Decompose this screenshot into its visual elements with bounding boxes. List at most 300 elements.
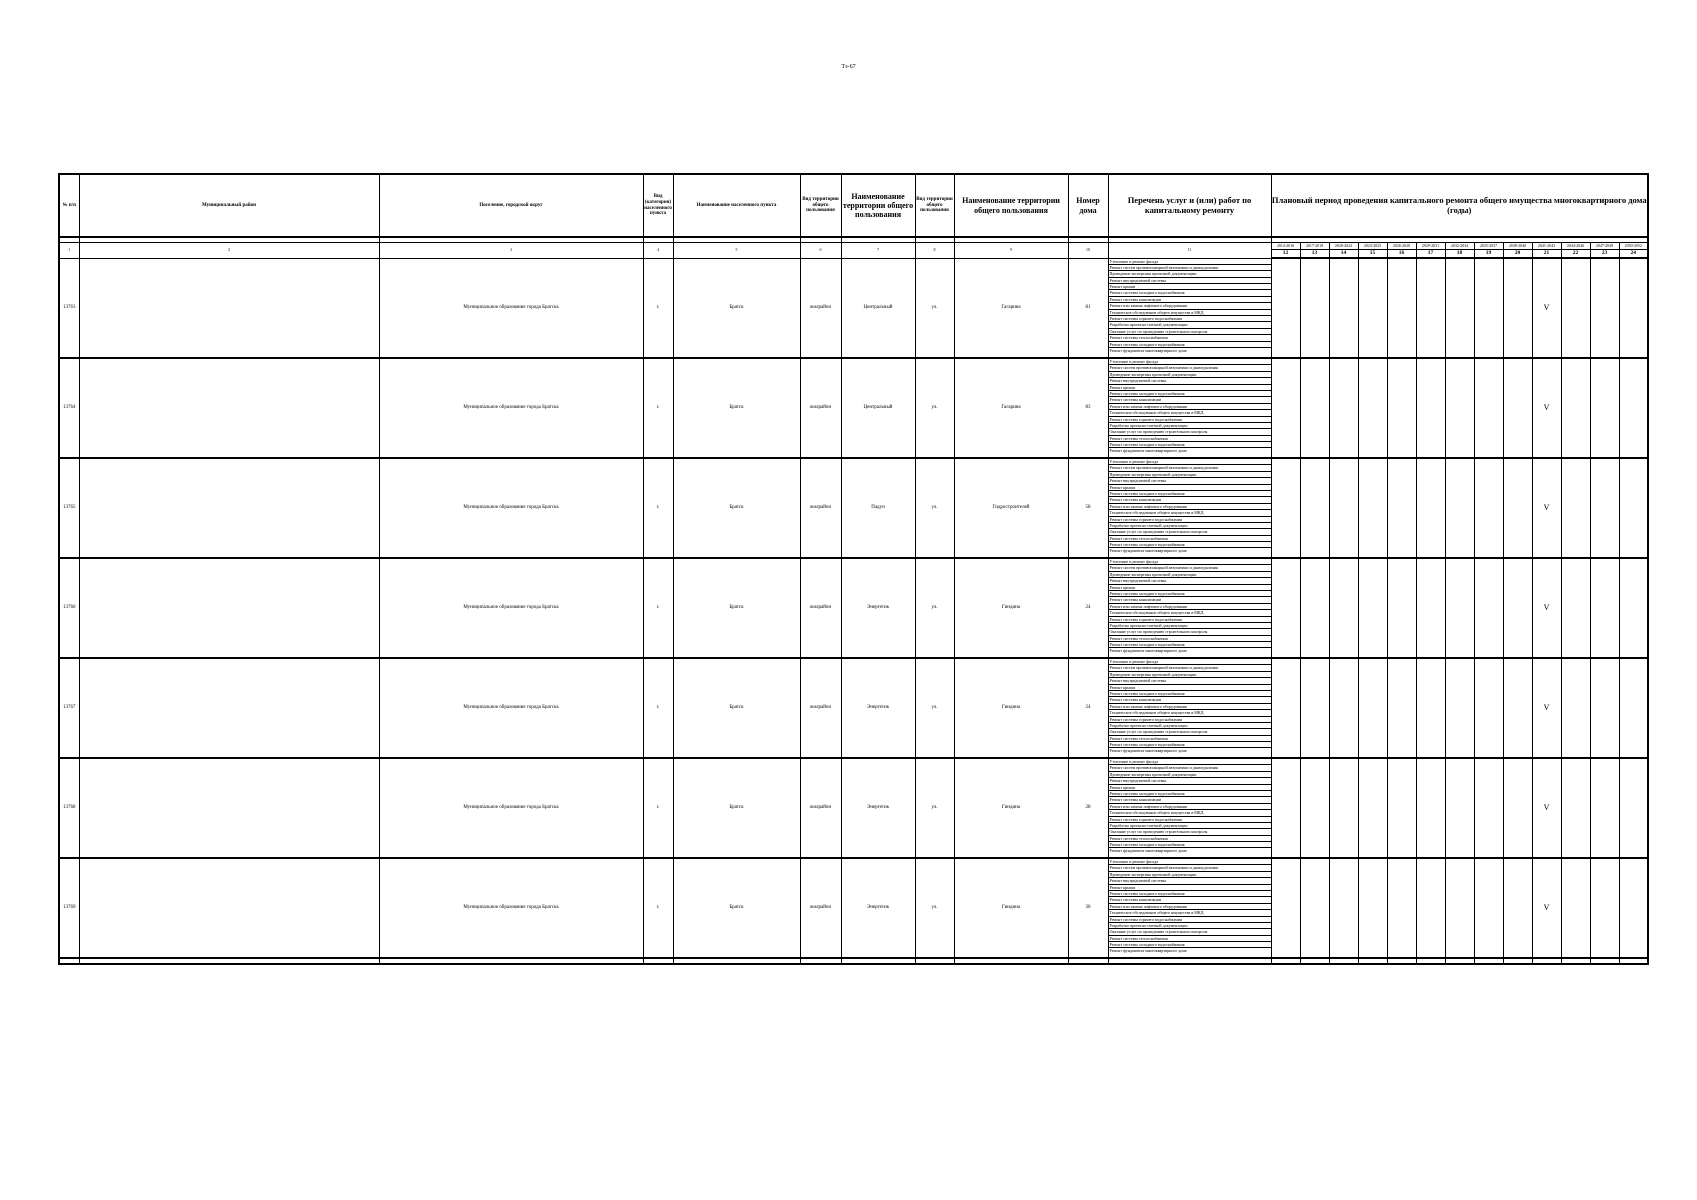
work-item: Ремонт системы холодного водоснабжения — [1109, 942, 1271, 948]
period-cell — [1358, 658, 1387, 758]
cell-territory-type: жилрайон — [800, 558, 841, 658]
work-item: Оказание услуг по проведению строительного контроля — [1109, 929, 1271, 935]
period-mark: V — [1532, 458, 1561, 558]
cell-locality-type: г. — [643, 458, 673, 558]
table-row — [59, 258, 1648, 358]
cell-street-name: Гиндина — [954, 858, 1068, 958]
cell-street-name: Гиндина — [954, 658, 1068, 758]
cell-locality-name: Братск — [673, 358, 800, 458]
period-cell — [1474, 858, 1503, 958]
period-cell — [1619, 658, 1648, 758]
cell-locality-name: Братск — [673, 558, 800, 658]
works-list — [1109, 759, 1271, 854]
work-item: Ремонт системы холодного водоснабжения — [1109, 542, 1271, 548]
work-item: Ремонт системы канализации — [1109, 397, 1271, 403]
cell-works — [1108, 658, 1271, 758]
col-number: 12 — [1271, 250, 1300, 259]
work-item: Ремонт системы холодного водоснабжения — [1109, 591, 1271, 597]
col-number: 20 — [1503, 250, 1532, 259]
period-cell — [1561, 558, 1590, 658]
col-number: 2 — [79, 243, 379, 259]
work-item: Проведение экспертизы проектной документации — [1109, 372, 1271, 378]
work-item: Ремонт системы холодного водоснабжения — [1109, 791, 1271, 797]
cell-street-type: ул. — [915, 658, 954, 758]
period-cell — [1590, 758, 1619, 858]
period-cell — [1358, 358, 1387, 458]
period-cell — [1271, 458, 1300, 558]
works-list — [1109, 859, 1271, 954]
cell-settlement: Муниципальное образование города Братска — [379, 258, 643, 358]
period-cell — [1329, 858, 1358, 958]
period-cell — [1387, 258, 1416, 358]
work-item: Техническое обследование общего имущества в МКД — [1109, 810, 1271, 816]
cell-territory-type: жилрайон — [800, 658, 841, 758]
cell-district — [79, 658, 379, 758]
year-cell: 2047-2049 — [1590, 243, 1619, 250]
header-settlement: Поселение, городской округ — [379, 174, 643, 237]
cell-territory-name: Центральный — [841, 258, 915, 358]
header-locality-type: Вид (категория) населенного пункта — [643, 174, 673, 237]
cell-district — [79, 758, 379, 858]
table-row — [59, 558, 1648, 658]
work-item: Ремонт систем противопожарной автоматики и дымоудаления — [1109, 665, 1271, 671]
period-cell — [1271, 358, 1300, 458]
work-item: Ремонт фундамента многоквартирного дома — [1109, 347, 1187, 353]
cell-num: 13769 — [59, 858, 79, 958]
col-number: 21 — [1532, 250, 1561, 259]
cell-house: 24 — [1068, 658, 1108, 758]
period-cell — [1474, 758, 1503, 858]
work-item: Разработка проектно-сметной документации — [1109, 923, 1271, 929]
work-item: Оказание услуг по проведению строительного контроля — [1109, 829, 1271, 835]
period-cell — [1619, 558, 1648, 658]
cell-works — [1108, 558, 1271, 658]
continuation-row — [59, 958, 1648, 964]
col-number: 19 — [1474, 250, 1503, 259]
period-cell — [1590, 858, 1619, 958]
work-item: Разработка проектно-сметной документации — [1109, 823, 1271, 829]
cell-settlement: Муниципальное образование города Братска — [379, 358, 643, 458]
cell-locality-type: г. — [643, 858, 673, 958]
period-cell — [1387, 558, 1416, 658]
period-cell — [1300, 258, 1329, 358]
period-cell — [1271, 658, 1300, 758]
period-cell — [1329, 458, 1358, 558]
work-item: Ремонт системы холодного водоснабжения — [1109, 442, 1271, 448]
col-number: 15 — [1358, 250, 1387, 259]
cell-locality-name: Братск — [673, 858, 800, 958]
period-cell — [1474, 558, 1503, 658]
cell-works — [1108, 258, 1271, 358]
work-item: Ремонт внутридомовой системы — [1109, 278, 1271, 284]
work-item: Ремонт или замена лифтового оборудования — [1109, 404, 1271, 410]
work-item: Утепление и ремонт фасада — [1109, 759, 1271, 765]
cell-num: 13765 — [59, 458, 79, 558]
cell-works — [1108, 458, 1271, 558]
work-item: Техническое обследование общего имущества в МКД — [1109, 310, 1271, 316]
header-house: Номер дома — [1068, 174, 1108, 237]
cell-territory-name: Центральный — [841, 358, 915, 458]
table-row — [59, 758, 1648, 858]
col-number: 17 — [1416, 250, 1445, 259]
work-item: Ремонт системы теплоснабжения — [1109, 536, 1271, 542]
period-cell — [1445, 658, 1474, 758]
work-item: Разработка проектно-сметной документации — [1109, 423, 1271, 429]
work-item: Ремонт системы канализации — [1109, 897, 1271, 903]
work-item: Ремонт системы холодного водоснабжения — [1109, 691, 1271, 697]
period-cell — [1619, 858, 1648, 958]
work-item: Оказание услуг по проведению строительного контроля — [1109, 429, 1271, 435]
work-item: Ремонт системы канализации — [1109, 697, 1271, 703]
work-item: Ремонт системы горячего водоснабжения — [1109, 817, 1271, 823]
header-num: № п/п — [59, 174, 79, 237]
work-item: Ремонт системы теплоснабжения — [1109, 335, 1271, 341]
cell-street-name: Гагарина — [954, 358, 1068, 458]
period-cell — [1474, 358, 1503, 458]
work-item: Ремонт крыши — [1109, 785, 1271, 791]
cell-num: 13763 — [59, 258, 79, 358]
header-territory-type: Вид территории общего пользования — [800, 174, 841, 237]
cell-street-name: Гиндина — [954, 558, 1068, 658]
cell-territory-type: жилрайон — [800, 358, 841, 458]
work-item: Ремонт системы теплоснабжения — [1109, 736, 1271, 742]
work-item: Ремонт системы канализации — [1109, 797, 1271, 803]
work-item: Ремонт внутридомовой системы — [1109, 678, 1271, 684]
capital-repair-table — [58, 173, 1649, 965]
period-cell — [1416, 458, 1445, 558]
work-item: Ремонт системы холодного водоснабжения — [1109, 742, 1271, 748]
period-cell — [1387, 458, 1416, 558]
period-cell — [1474, 658, 1503, 758]
work-item: Ремонт крыши — [1109, 585, 1271, 591]
cell-house: 30 — [1068, 858, 1108, 958]
col-number: 5 — [673, 243, 800, 259]
period-cell — [1503, 658, 1532, 758]
year-cell: 2023-2025 — [1358, 243, 1387, 250]
period-cell — [1561, 458, 1590, 558]
period-cell — [1590, 558, 1619, 658]
work-item: Ремонт системы канализации — [1109, 497, 1271, 503]
col-number: 18 — [1445, 250, 1474, 259]
col-number: 1 — [59, 243, 79, 259]
period-cell — [1619, 358, 1648, 458]
cell-territory-name: Энергетик — [841, 558, 915, 658]
period-cell — [1387, 658, 1416, 758]
table-row — [59, 458, 1648, 558]
period-cell — [1561, 258, 1590, 358]
work-item: Техническое обследование общего имущества в МКД — [1109, 710, 1271, 716]
period-cell — [1503, 858, 1532, 958]
period-cell — [1445, 858, 1474, 958]
cell-territory-name: Энергетик — [841, 658, 915, 758]
cell-num: 13767 — [59, 658, 79, 758]
work-item: Утепление и ремонт фасада — [1109, 659, 1271, 665]
cell-settlement: Муниципальное образование города Братска — [379, 558, 643, 658]
period-cell — [1416, 858, 1445, 958]
period-mark: V — [1532, 658, 1561, 758]
work-item: Ремонт систем противопожарной автоматики и дымоудаления — [1109, 865, 1271, 871]
period-cell — [1300, 458, 1329, 558]
period-cell — [1300, 558, 1329, 658]
period-cell — [1503, 358, 1532, 458]
year-cell: 2014-2016 — [1271, 243, 1300, 250]
period-cell — [1329, 758, 1358, 858]
cell-num: 13766 — [59, 558, 79, 658]
work-item: Ремонт фундамента многоквартирного дома — [1109, 948, 1187, 954]
work-item: Ремонт системы горячего водоснабжения — [1109, 517, 1271, 523]
period-cell — [1619, 258, 1648, 358]
work-item: Техническое обследование общего имущества в МКД — [1109, 610, 1271, 616]
period-mark: V — [1532, 758, 1561, 858]
period-cell — [1590, 258, 1619, 358]
work-item: Ремонт крыши — [1109, 885, 1271, 891]
year-cell: 2041-2043 — [1532, 243, 1561, 250]
period-cell — [1445, 758, 1474, 858]
work-item: Утепление и ремонт фасада — [1109, 359, 1271, 365]
cell-street-name: Гидростроителей — [954, 458, 1068, 558]
year-cell: 2029-2031 — [1416, 243, 1445, 250]
work-item: Ремонт внутридомовой системы — [1109, 878, 1271, 884]
period-cell — [1416, 558, 1445, 658]
period-cell — [1416, 658, 1445, 758]
work-item: Ремонт или замена лифтового оборудования — [1109, 504, 1271, 510]
period-cell — [1561, 658, 1590, 758]
period-cell — [1619, 758, 1648, 858]
cell-locality-type: г. — [643, 558, 673, 658]
work-item: Ремонт систем противопожарной автоматики и дымоудаления — [1109, 565, 1271, 571]
period-cell — [1561, 758, 1590, 858]
work-item: Утепление и ремонт фасада — [1109, 859, 1271, 865]
period-cell — [1387, 858, 1416, 958]
cell-territory-name: Энергетик — [841, 758, 915, 858]
cell-locality-type: г. — [643, 358, 673, 458]
cell-territory-type: жилрайон — [800, 458, 841, 558]
cell-locality-name: Братск — [673, 758, 800, 858]
work-item: Проведение экспертизы проектной документации — [1109, 672, 1271, 678]
cell-street-type: ул. — [915, 458, 954, 558]
work-item: Ремонт систем противопожарной автоматики и дымоудаления — [1109, 365, 1271, 371]
header-street-name: Наименование территории общего пользования — [954, 174, 1068, 237]
work-item: Утепление и ремонт фасада — [1109, 259, 1271, 265]
work-item: Проведение экспертизы проектной документации — [1109, 271, 1271, 277]
cell-works — [1108, 358, 1271, 458]
cell-territory-type: жилрайон — [800, 258, 841, 358]
cell-works — [1108, 758, 1271, 858]
cell-settlement: Муниципальное образование города Братска — [379, 758, 643, 858]
cell-settlement: Муниципальное образование города Братска — [379, 658, 643, 758]
header-works: Перечень услуг и (или) работ по капитальному ремонту — [1108, 174, 1271, 237]
header-street-type: Вид территории общего пользования — [915, 174, 954, 237]
work-item: Оказание услуг по проведению строительного контроля — [1109, 729, 1271, 735]
work-item: Разработка проектно-сметной документации — [1109, 322, 1271, 328]
cell-works — [1108, 858, 1271, 958]
period-cell — [1329, 658, 1358, 758]
work-item: Разработка проектно-сметной документации — [1109, 523, 1271, 529]
period-cell — [1503, 458, 1532, 558]
works-list — [1109, 459, 1271, 554]
cell-num: 13768 — [59, 758, 79, 858]
col-number: 10 — [1068, 243, 1108, 259]
period-cell — [1590, 358, 1619, 458]
work-item: Ремонт фундамента многоквартирного дома — [1109, 448, 1187, 454]
period-cell — [1358, 858, 1387, 958]
col-number: 9 — [954, 243, 1068, 259]
col-number: 23 — [1590, 250, 1619, 259]
period-cell — [1445, 358, 1474, 458]
period-cell — [1329, 558, 1358, 658]
work-item: Ремонт системы горячего водоснабжения — [1109, 717, 1271, 723]
works-list — [1109, 259, 1271, 354]
period-cell — [1387, 758, 1416, 858]
period-cell — [1358, 558, 1387, 658]
cell-street-type: ул. — [915, 358, 954, 458]
period-cell — [1387, 358, 1416, 458]
work-item: Ремонт системы холодного водоснабжения — [1109, 491, 1271, 497]
col-number: 11 — [1108, 243, 1271, 259]
period-cell — [1445, 458, 1474, 558]
cell-locality-type: г. — [643, 658, 673, 758]
work-item: Ремонт внутридомовой системы — [1109, 478, 1271, 484]
period-cell — [1503, 558, 1532, 658]
period-mark: V — [1532, 258, 1561, 358]
period-cell — [1503, 758, 1532, 858]
period-cell — [1416, 258, 1445, 358]
period-cell — [1503, 258, 1532, 358]
cell-street-type: ул. — [915, 258, 954, 358]
cell-locality-type: г. — [643, 758, 673, 858]
work-item: Ремонт фундамента многоквартирного дома — [1109, 848, 1187, 854]
work-item: Ремонт или замена лифтового оборудования — [1109, 303, 1271, 309]
cell-locality-name: Братск — [673, 458, 800, 558]
period-cell — [1329, 358, 1358, 458]
work-item: Ремонт системы холодного водоснабжения — [1109, 290, 1271, 296]
work-item: Утепление и ремонт фасада — [1109, 559, 1271, 565]
period-cell — [1619, 458, 1648, 558]
col-number: 6 — [800, 243, 841, 259]
work-item: Ремонт системы горячего водоснабжения — [1109, 917, 1271, 923]
work-item: Проведение экспертизы проектной документации — [1109, 572, 1271, 578]
work-item: Ремонт систем противопожарной автоматики и дымоудаления — [1109, 265, 1271, 271]
work-item: Ремонт системы горячего водоснабжения — [1109, 617, 1271, 623]
header-territory-name: Наименование территории общего пользования — [841, 174, 915, 237]
work-item: Ремонт системы теплоснабжения — [1109, 836, 1271, 842]
work-item: Ремонт или замена лифтового оборудования — [1109, 704, 1271, 710]
period-cell — [1474, 458, 1503, 558]
work-item: Ремонт системы горячего водоснабжения — [1109, 417, 1271, 423]
period-cell — [1561, 358, 1590, 458]
work-item: Проведение экспертизы проектной документации — [1109, 772, 1271, 778]
period-cell — [1300, 358, 1329, 458]
work-item: Ремонт системы холодного водоснабжения — [1109, 391, 1271, 397]
work-item: Ремонт системы холодного водоснабжения — [1109, 842, 1271, 848]
work-item: Ремонт системы холодного водоснабжения — [1109, 642, 1271, 648]
work-item: Проведение экспертизы проектной документации — [1109, 472, 1271, 478]
period-cell — [1329, 258, 1358, 358]
year-cell: 2032-2034 — [1445, 243, 1474, 250]
period-cell — [1445, 558, 1474, 658]
cell-street-name: Гагарина — [954, 258, 1068, 358]
col-number: 24 — [1619, 250, 1648, 259]
works-list — [1109, 659, 1271, 754]
work-item: Ремонт крыши — [1109, 385, 1271, 391]
table-row — [59, 658, 1648, 758]
cell-district — [79, 858, 379, 958]
work-item: Ремонт внутридомовой системы — [1109, 578, 1271, 584]
work-item: Ремонт фундамента многоквартирного дома — [1109, 548, 1187, 554]
cell-house: 83 — [1068, 358, 1108, 458]
cell-street-type: ул. — [915, 858, 954, 958]
year-cell: 2038-2040 — [1503, 243, 1532, 250]
period-mark: V — [1532, 858, 1561, 958]
work-item: Ремонт или замена лифтового оборудования — [1109, 804, 1271, 810]
period-cell — [1590, 658, 1619, 758]
col-number: 22 — [1561, 250, 1590, 259]
table-row — [59, 358, 1648, 458]
period-cell — [1271, 758, 1300, 858]
period-cell — [1416, 358, 1445, 458]
period-cell — [1300, 658, 1329, 758]
work-item: Оказание услуг по проведению строительного контроля — [1109, 529, 1271, 535]
cell-locality-name: Братск — [673, 258, 800, 358]
period-cell — [1271, 858, 1300, 958]
cell-locality-name: Братск — [673, 658, 800, 758]
table-row — [59, 858, 1648, 958]
cell-territory-name: Энергетик — [841, 858, 915, 958]
header-locality-name: Наименование населенного пункта — [673, 174, 800, 237]
cell-street-type: ул. — [915, 758, 954, 858]
period-cell — [1271, 558, 1300, 658]
work-item: Ремонт или замена лифтового оборудования — [1109, 604, 1271, 610]
col-number: 13 — [1300, 250, 1329, 259]
work-item: Ремонт системы канализации — [1109, 597, 1271, 603]
work-item: Ремонт системы теплоснабжения — [1109, 636, 1271, 642]
works-list — [1109, 559, 1271, 654]
cell-house: 24 — [1068, 558, 1108, 658]
work-item: Ремонт системы горячего водоснабжения — [1109, 316, 1271, 322]
period-cell — [1300, 758, 1329, 858]
year-cell: 2044-2046 — [1561, 243, 1590, 250]
works-list — [1109, 359, 1271, 454]
cell-territory-type: жилрайон — [800, 858, 841, 958]
period-cell — [1590, 458, 1619, 558]
work-item: Техническое обследование общего имущества в МКД — [1109, 410, 1271, 416]
work-item: Проведение экспертизы проектной документации — [1109, 872, 1271, 878]
header-district: Муниципальный район — [79, 174, 379, 237]
cell-district — [79, 258, 379, 358]
page-number: Тэ-67 — [841, 64, 856, 70]
years-row — [59, 243, 1648, 250]
period-cell — [1300, 858, 1329, 958]
period-cell — [1358, 458, 1387, 558]
work-item: Ремонт системы канализации — [1109, 297, 1271, 303]
year-cell: 2020-2022 — [1329, 243, 1358, 250]
period-cell — [1416, 758, 1445, 858]
header-row — [59, 174, 1648, 237]
work-item: Техническое обследование общего имущества в МКД — [1109, 910, 1271, 916]
work-item: Ремонт внутридомовой системы — [1109, 778, 1271, 784]
work-item: Оказание услуг по проведению строительного контроля — [1109, 629, 1271, 635]
period-mark: V — [1532, 558, 1561, 658]
col-number: 7 — [841, 243, 915, 259]
work-item: Утепление и ремонт фасада — [1109, 459, 1271, 465]
work-item: Ремонт системы холодного водоснабжения — [1109, 891, 1271, 897]
work-item: Ремонт внутридомовой системы — [1109, 378, 1271, 384]
work-item: Техническое обследование общего имущества в МКД — [1109, 510, 1271, 516]
work-item: Ремонт крыши — [1109, 485, 1271, 491]
cell-territory-name: Падун — [841, 458, 915, 558]
cell-territory-type: жилрайон — [800, 758, 841, 858]
work-item: Разработка проектно-сметной документации — [1109, 723, 1271, 729]
